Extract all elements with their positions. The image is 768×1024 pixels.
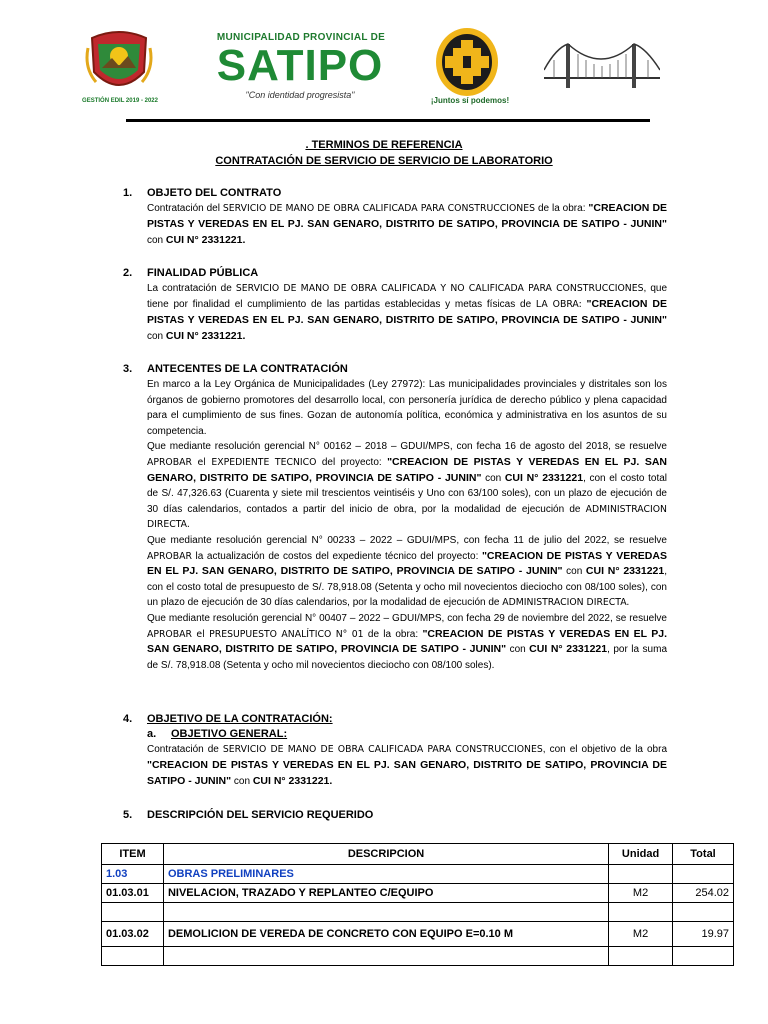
section-number: 2. xyxy=(123,267,133,279)
cell-total: 254.02 xyxy=(673,884,734,903)
cell-item: 01.03.02 xyxy=(102,922,164,947)
juntos-slogan: ¡Juntos sí podemos! xyxy=(430,96,510,105)
service-name: SERVICIO DE MANO DE OBRA CALIFICADA PARA CONSTRUCCIONES xyxy=(222,744,543,755)
section-4-body xyxy=(147,742,667,790)
text: ADMINISTRACION DIRECTA. xyxy=(502,597,630,609)
cell-total xyxy=(673,865,734,884)
text: con xyxy=(147,234,164,246)
table-row xyxy=(102,884,734,903)
paragraph: En marco a la Ley Orgánica de Municipalidades (Ley 27972): Las municipalidades provinciales y distritales son los órganos de gobierno promotores del desarrollo local, con personería jurídica de derecho público y plena capacidad para el cumplimiento de sus fines. Gozan de autonomía política, económica y administrativa en los asuntos de su competencia. xyxy=(147,379,667,437)
text: La contratación de xyxy=(147,283,232,294)
text: , con el costo total de S/. 47,326.63 (Cuarenta y siete mil trescientos veintiséis y Uno con 63/100 soles), con un plazo de ejecución de 30 días calendarios, contados a partir del inicio de obra, por la modalidad de ejecución de xyxy=(147,472,668,515)
letterhead xyxy=(70,22,670,114)
column-header-item: ITEM xyxy=(102,844,164,865)
section-number: 4. xyxy=(123,713,133,725)
obra-name: "CREACION DE PISTAS Y VEREDAS EN EL PJ. SAN GENARO, DISTRITO DE SATIPO, PROVINCIA DE SATIPO - JUNIN" xyxy=(147,549,667,578)
bridge-icon xyxy=(544,40,660,90)
obra-name: "CREACION DE PISTAS Y VEREDAS EN EL PJ. SAN GENARO, DISTRITO DE SATIPO, PROVINCIA DE SATIPO - JUNIN" xyxy=(147,202,668,230)
cui-code: CUI N° 2331221 xyxy=(504,471,584,484)
slogan: "Con identidad progresista" xyxy=(245,90,355,100)
section-title: DESCRIPCIÓN DEL SERVICIO REQUERIDO xyxy=(147,809,374,821)
cell-unidad: M2 xyxy=(609,922,673,947)
cui-code: CUI N° 2331221. xyxy=(252,774,333,787)
section-4a-heading xyxy=(147,728,287,740)
text: con xyxy=(509,644,526,656)
table-row xyxy=(102,865,734,884)
text: con xyxy=(147,330,164,342)
text: , por la suma de S/. 78,918.08 (Setenta y ocho mil novecientos dieciocho con 08/100 soles). xyxy=(147,644,667,671)
section-title: OBJETO DEL CONTRATO xyxy=(147,187,282,199)
service-name: SERVICIO DE MANO DE OBRA CALIFICADA PARA CONSTRUCCIONES xyxy=(222,203,536,214)
text: de la obra: xyxy=(367,628,419,640)
text: con xyxy=(233,775,251,787)
section-title: FINALIDAD PÚBLICA xyxy=(147,267,259,279)
section-4-heading xyxy=(123,713,333,725)
doc-subtitle: CONTRATACIÓN DE SERVICIO DE SERVICIO DE LABORATORIO xyxy=(215,155,553,167)
text: de la obra: xyxy=(537,203,586,214)
cell-desc: DEMOLICION DE VEREDA DE CONCRETO CON EQUIPO E=0.10 M xyxy=(163,922,608,947)
satipo-logo-text: SATIPO xyxy=(216,41,384,90)
obra-name: "CREACION DE PISTAS Y VEREDAS EN EL PJ. SAN GENARO, DISTRITO DE SATIPO, PROVINCIA DE SATIPO - JUNIN" xyxy=(147,455,667,484)
obra-name: "CREACION DE PISTAS Y VEREDAS EN EL PJ. SAN GENARO, DISTRITO DE SATIPO, PROVINCIA DE SATIPO - JUNIN" xyxy=(147,758,667,787)
text: , que tiene por finalidad el cumplimiento de las partidas establecidas y metas físicas de xyxy=(147,283,667,310)
paragraph xyxy=(147,533,667,611)
section-number: 1. xyxy=(123,187,133,199)
service-table xyxy=(101,843,734,966)
header-divider xyxy=(126,119,650,122)
text: ADMINISTRACION DIRECTA. xyxy=(147,503,667,531)
paragraph xyxy=(147,611,667,673)
section-title: OBJETIVO DE LA CONTRATACIÓN: xyxy=(147,713,333,725)
section-number: 5. xyxy=(123,809,133,821)
gestion-label: GESTIÓN EDIL 2019 - 2022 xyxy=(82,98,158,104)
text: APROBAR el PRESUPUESTO ANALÍTICO N° 01 xyxy=(147,628,364,640)
text: del proyecto: xyxy=(321,456,382,468)
cui-code: CUI N° 2331221. xyxy=(165,233,246,246)
obra-name: "CREACION DE PISTAS Y VEREDAS EN EL PJ. SAN GENARO, DISTRITO DE SATIPO, PROVINCIA DE SATIPO - JUNIN" xyxy=(147,297,667,326)
cell-desc: OBRAS PRELIMINARES xyxy=(163,865,608,884)
column-header-total: Total xyxy=(673,844,734,865)
section-5-heading xyxy=(123,809,373,821)
obra-name: "CREACION DE PISTAS Y VEREDAS EN EL PJ. SAN GENARO, DISTRITO DE SATIPO, PROVINCIA DE SATIPO - JUNIN" xyxy=(147,627,668,656)
table-row xyxy=(102,947,734,966)
text: con xyxy=(566,566,583,578)
table-header-row xyxy=(102,844,734,865)
text: Contratación de xyxy=(147,744,219,755)
cui-code: CUI N° 2331221. xyxy=(165,329,246,342)
cui-code: CUI N° 2331221 xyxy=(585,565,665,578)
cell-desc xyxy=(163,947,608,966)
subsection-title: OBJETIVO GENERAL: xyxy=(171,728,288,740)
cell-unidad xyxy=(609,865,673,884)
table-row xyxy=(102,903,734,922)
section-3-body xyxy=(147,377,667,673)
cell-unidad xyxy=(609,947,673,966)
text: Que mediante resolución gerencial N° 00407 – 2022 – GDUI/MPS, con fecha 29 de noviembre del 2022, se resuelve xyxy=(147,612,667,624)
cell-total xyxy=(673,947,734,966)
section-3-heading xyxy=(123,363,348,375)
text: la actualización de costos del expediente técnico del proyecto: xyxy=(195,550,479,562)
section-title: ANTECENTES DE LA CONTRATACIÓN xyxy=(147,363,348,375)
column-header-descripcion: DESCRIPCION xyxy=(163,844,608,865)
text: APROBAR xyxy=(147,550,192,562)
text: , con el objetivo de la obra xyxy=(542,744,668,755)
text: , con el costo total de presupuesto de S/. 78,918.08 (Setenta y ocho mil novecientos dieciocho con 08/100 soles), con un plazo de ejecución de 30 días calendarios, por la modalidad de ejecución de xyxy=(147,566,667,609)
section-1-heading xyxy=(123,187,281,199)
municipal-shield-icon xyxy=(84,28,154,98)
cell-total: 19.97 xyxy=(673,922,734,947)
column-header-unidad: Unidad xyxy=(609,844,673,865)
cell-item xyxy=(102,947,164,966)
section-2-heading xyxy=(123,267,258,279)
cell-total xyxy=(673,903,734,922)
text: Que mediante resolución gerencial N° 00233 – 2022 – GDUI/MPS, con fecha 11 de julio del 2022, se resuelve xyxy=(147,534,667,546)
cell-desc xyxy=(163,903,608,922)
section-number: 3. xyxy=(123,363,133,375)
cui-code: CUI N° 2331221 xyxy=(529,643,608,656)
text: APROBAR el EXPEDIENTE TECNICO xyxy=(147,456,317,468)
cell-item: 1.03 xyxy=(102,865,164,884)
cell-item: 01.03.01 xyxy=(102,884,164,903)
cell-desc: NIVELACION, TRAZADO Y REPLANTEO C/EQUIPO xyxy=(163,884,608,903)
section-1-body xyxy=(147,201,667,249)
doc-title: . TERMINOS DE REFERENCIA xyxy=(305,139,463,151)
table-row xyxy=(102,922,734,947)
service-name: SERVICIO DE MANO DE OBRA CALIFICADA Y NO CALIFICADA PARA CONSTRUCCIONES xyxy=(235,283,644,294)
cell-unidad: M2 xyxy=(609,884,673,903)
cell-item xyxy=(102,903,164,922)
sun-emblem-icon xyxy=(434,26,500,98)
municipalidad-label: MUNICIPALIDAD PROVINCIAL DE xyxy=(216,32,386,43)
subsection-letter: a. xyxy=(147,728,157,740)
text: LA OBRA: xyxy=(535,298,582,310)
paragraph xyxy=(147,439,667,533)
cell-unidad xyxy=(609,903,673,922)
section-2-body xyxy=(147,281,667,345)
text: Que mediante resolución gerencial N° 00162 – 2018 – GDUI/MPS, con fecha 16 de agosto del 2018, se resuelve xyxy=(147,441,667,453)
text: con xyxy=(485,472,502,484)
text: Contratación del xyxy=(147,203,220,214)
